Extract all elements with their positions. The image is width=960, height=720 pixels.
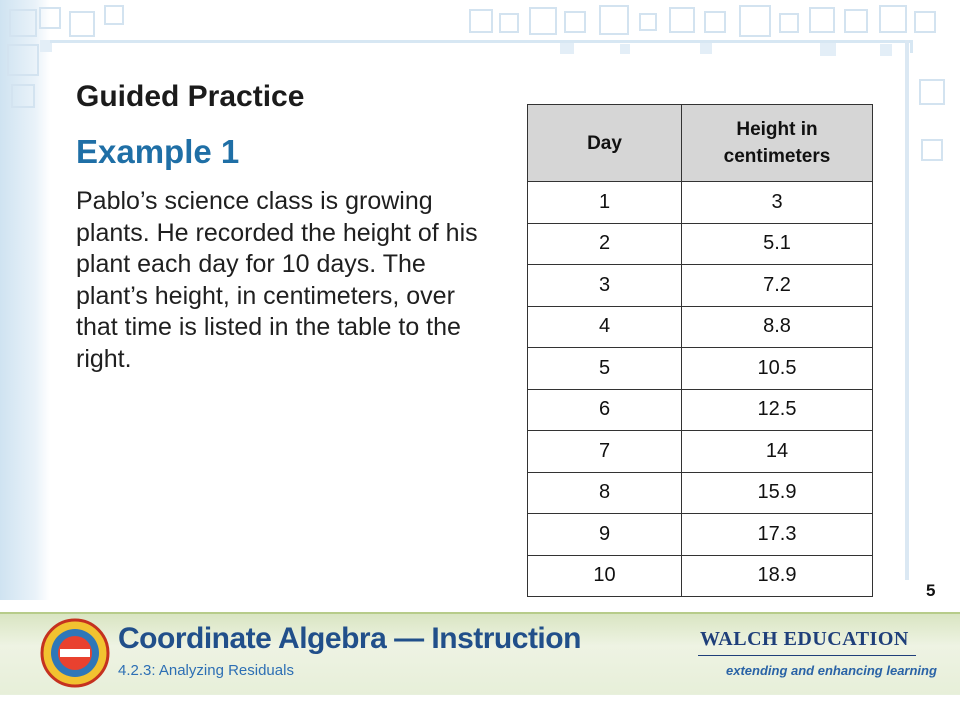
problem-text: Pablo’s science class is growing plants. He recorded the height of his plant each day for 10 days. The plant’s height, in centimeters, over that time is listed in the table to the right. (76, 187, 478, 373)
height-cell: 18.9 (682, 555, 873, 597)
day-cell: 3 (528, 265, 682, 307)
day-cell: 10 (528, 555, 682, 597)
publisher-logo: WALCH EDUCATION (700, 628, 909, 650)
table-row (528, 472, 873, 514)
table-row (528, 348, 873, 390)
data-table (527, 104, 873, 597)
height-cell: 5.1 (682, 223, 873, 265)
day-cell: 7 (528, 431, 682, 473)
table-row (528, 182, 873, 224)
top-frame-line (50, 40, 913, 53)
publisher-tagline: extending and enhancing learning (726, 663, 937, 678)
day-cell: 2 (528, 223, 682, 265)
day-cell: 1 (528, 182, 682, 224)
lesson-subtitle: 4.2.3: Analyzing Residuals (118, 662, 294, 679)
height-cell: 15.9 (682, 472, 873, 514)
height-cell: 10.5 (682, 348, 873, 390)
header-day: Day (528, 105, 682, 182)
day-cell: 6 (528, 389, 682, 431)
height-cell: 14 (682, 431, 873, 473)
header-height: Height in centimeters (682, 105, 873, 182)
day-cell: 9 (528, 514, 682, 556)
slide-heading: Guided Practice (76, 80, 305, 113)
height-cell: 17.3 (682, 514, 873, 556)
common-core-logo (40, 618, 110, 688)
table-row (528, 265, 873, 307)
day-cell: 4 (528, 306, 682, 348)
page-number: 5 (926, 581, 936, 600)
height-cell: 8.8 (682, 306, 873, 348)
table-row (528, 223, 873, 265)
table-row (528, 389, 873, 431)
table-row (528, 431, 873, 473)
height-cell: 3 (682, 182, 873, 224)
height-cell: 12.5 (682, 389, 873, 431)
table-row (528, 555, 873, 597)
right-frame-line (905, 40, 909, 580)
table-header-row (528, 105, 873, 182)
publisher-underline (698, 655, 916, 656)
height-cell: 7.2 (682, 265, 873, 307)
day-cell: 8 (528, 472, 682, 514)
table-row (528, 306, 873, 348)
table-row (528, 514, 873, 556)
example-title: Example 1 (76, 133, 240, 170)
day-cell: 5 (528, 348, 682, 390)
course-title: Coordinate Algebra — Instruction (118, 622, 581, 655)
slide-content (76, 78, 496, 375)
footer-bottom-strip (0, 695, 960, 720)
